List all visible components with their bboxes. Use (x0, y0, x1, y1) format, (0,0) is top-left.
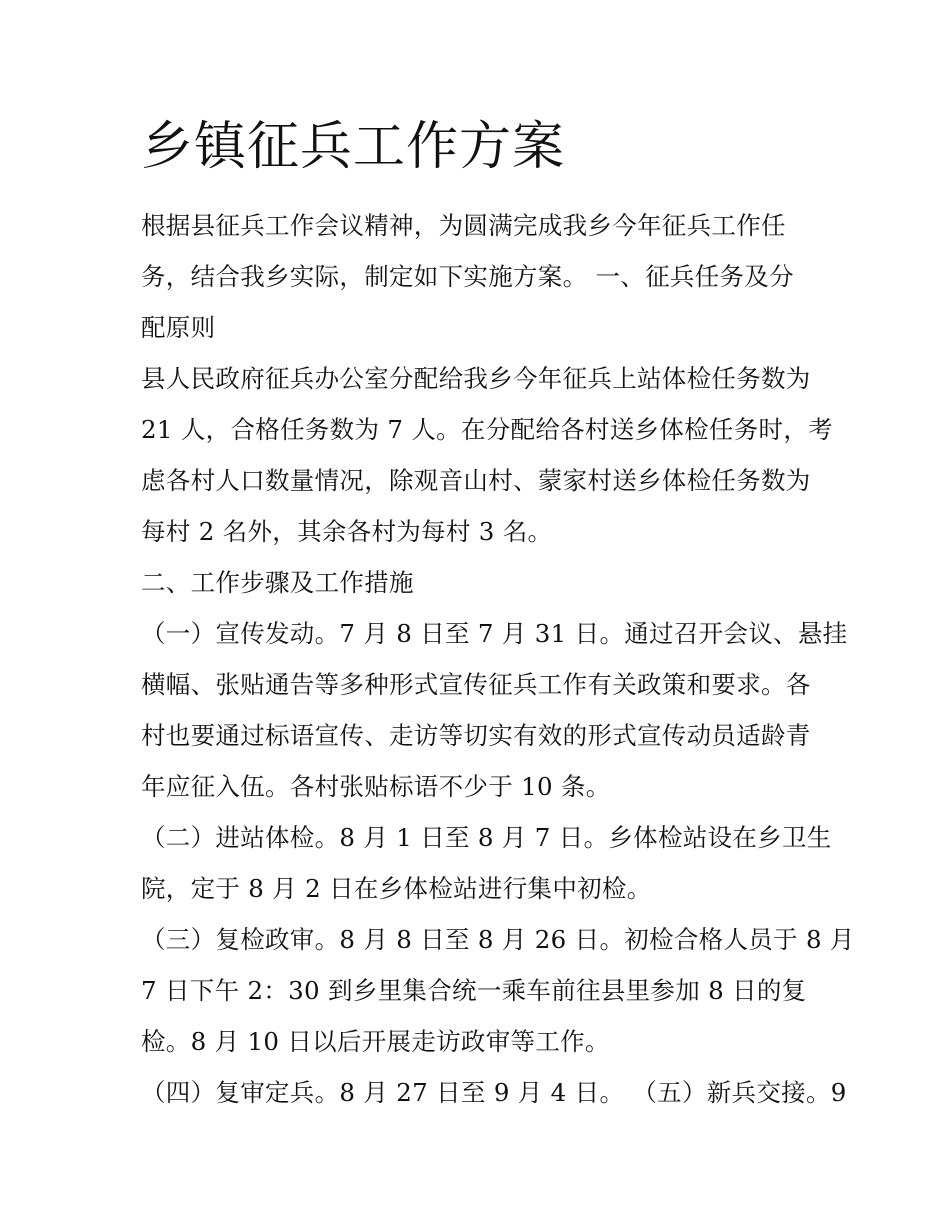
paragraph-line: （四）复审定兵。8 月 27 日至 9 月 4 日。 （五）新兵交接。9 (141, 1078, 847, 1107)
paragraph-line: 县人民政府征兵办公室分配给我乡今年征兵上站体检任务数为 (141, 364, 811, 393)
paragraph-line: （二）进站体检。8 月 1 日至 8 月 7 日。乡体检站设在乡卫生 (141, 823, 832, 852)
paragraph-line: 检。8 月 10 日以后开展走访政审等工作。 (141, 1027, 610, 1056)
document-body (141, 200, 855, 1118)
paragraph-line: （一）宣传发动。7 月 8 日至 7 月 31 日。通过召开会议、悬挂 (141, 619, 848, 648)
section-heading: 二、工作步骤及工作措施 (141, 568, 414, 597)
paragraph-line: 配原则 (141, 313, 216, 342)
paragraph-line: 院，定于 8 月 2 日在乡体检站进行集中初检。 (141, 874, 652, 903)
paragraph-line: （三）复检政审。8 月 8 日至 8 月 26 日。初检合格人员于 8 月 (141, 925, 855, 954)
paragraph-line: 每村 2 名外，其余各村为每村 3 名。 (141, 517, 553, 546)
paragraph-line: 21 人，合格任务数为 7 人。在分配给各村送乡体检任务时，考 (141, 415, 833, 444)
paragraph-line: 根据县征兵工作会议精神，为圆满完成我乡今年征兵工作任 (141, 211, 786, 240)
paragraph-line: 村也要通过标语宣传、走访等切实有效的形式宣传动员适龄青 (141, 721, 811, 750)
document-title: 乡镇征兵工作方案 (141, 117, 566, 177)
paragraph-line: 7 日下午 2：30 到乡里集合统一乘车前往县里参加 8 日的复 (141, 976, 807, 1005)
paragraph-line: 年应征入伍。各村张贴标语不少于 10 条。 (141, 772, 611, 801)
paragraph-line: 横幅、张贴通告等多种形式宣传征兵工作有关政策和要求。各 (141, 670, 811, 699)
paragraph-line: 虑各村人口数量情况，除观音山村、蒙家村送乡体检任务数为 (141, 466, 811, 495)
paragraph-line: 务，结合我乡实际，制定如下实施方案。 一、征兵任务及分 (141, 262, 794, 291)
